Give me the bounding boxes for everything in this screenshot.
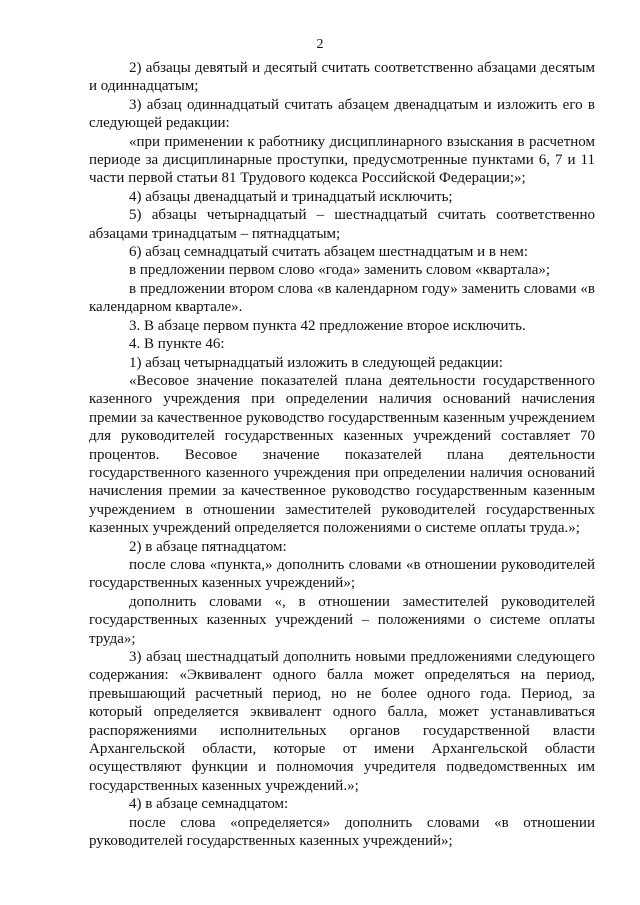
paragraph: дополнить словами «, в отношении заместителей руководителей государственных казенных учреждений – положениями о системе оплаты труда»; — [89, 593, 595, 647]
paragraph: 3. В абзаце первом пункта 42 предложение второе исключить. — [129, 317, 526, 334]
paragraph: 4. В пункте 46: — [129, 336, 225, 353]
paragraph: 4) абзацы двенадцатый и тринадцатый исключить; — [129, 188, 453, 205]
paragraph: 5) абзацы четырнадцатый – шестнадцатый считать соответственно абзацами тринадцатым – пятнадцатым; — [89, 207, 595, 242]
paragraph: 3) абзац шестнадцатый дополнить новыми предложениями следующего содержания: «Эквивалент одного балла может определяться на период, превышающий расчетный период, но не более одного года. Период, за который определяется эквивалент одного балла, может устанавливаться распоряжениями исполнительных органов государственной власти Архангельской области, которые от имени Архангельской области осуществляют функции и полномочия учредителя подведомственных им государственных казенных учреждений.»; — [89, 649, 595, 794]
paragraph: 6) абзац семнадцатый считать абзацем шестнадцатым и в нем: — [129, 244, 529, 261]
paragraph: в предложении втором слова «в календарном году» заменить словами «в календарном квартале». — [89, 280, 595, 316]
paragraph: 1) абзац четырнадцатый изложить в следующей редакции: — [129, 354, 503, 371]
page-number: 2 — [316, 37, 324, 52]
paragraph: «Весовое значение показателей плана деятельности государственного казенного учреждения при определении наличия оснований начисления премии за качественное руководство государственным казенным учреждением для руководителей государственных казенных учреждений составляет 70 процентов. Весовое значение показателей плана деятельности государственного казенного учреждения при определении наличия оснований начисления премии за качественное руководство государственным казенным учреждением в отношении заместителей руководителей государственных казенных учреждений определяется положениями о системе оплаты труда.»; — [89, 372, 595, 537]
paragraph: 4) в абзаце семнадцатом: — [129, 796, 289, 813]
paragraph: 2) в абзаце пятнадцатом: — [129, 538, 287, 555]
paragraph: в предложении первом слово «года» заменить словом «квартала»; — [129, 262, 551, 279]
paragraph: после слова «определяется» дополнить словами «в отношении руководителей государственных казенных учреждений»; — [89, 814, 595, 850]
paragraph: «при применении к работнику дисциплинарного взыскания в расчетном периоде за дисциплинарные проступки, предусмотренные пунктами 6, 7 и 11 части первой статьи 81 Трудового кодекса Российской Федерации;»; — [89, 133, 595, 187]
paragraph: 2) абзацы девятый и десятый считать соответственно абзацами десятым и одиннадцатым; — [89, 60, 595, 95]
paragraph: после слова «пункта,» дополнить словами «в отношении руководителей государственных казенных учреждений»; — [89, 556, 595, 592]
paragraph: 3) абзац одиннадцатый считать абзацем двенадцатым и изложить его в следующей редакции: — [89, 96, 595, 132]
document-body — [89, 59, 595, 850]
